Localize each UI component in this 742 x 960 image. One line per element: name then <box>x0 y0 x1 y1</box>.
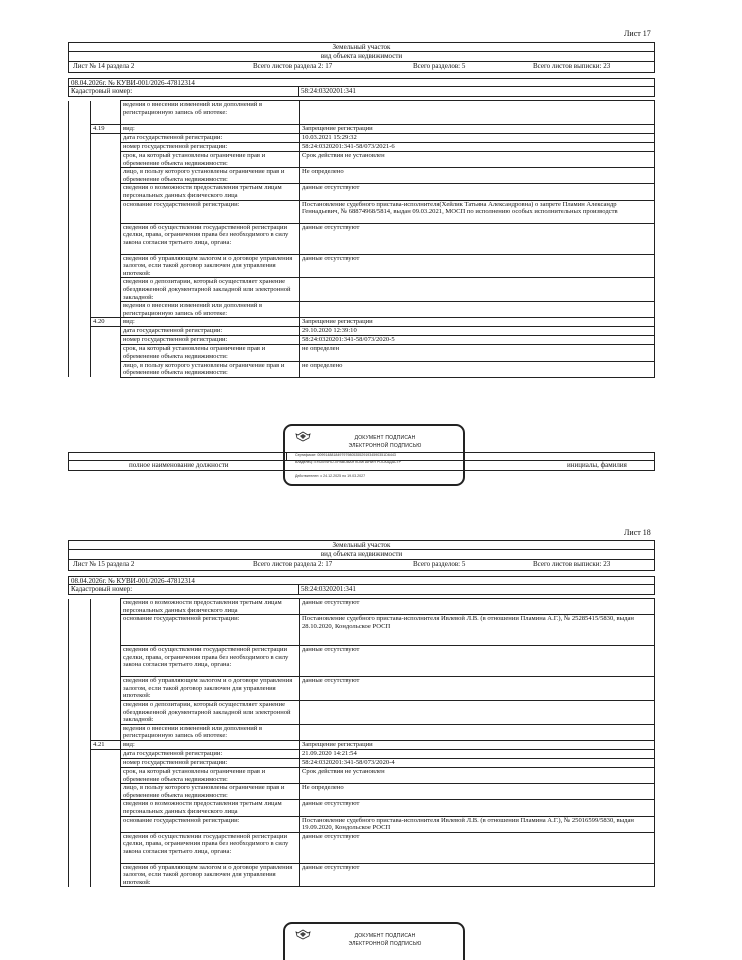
record-number <box>91 724 121 740</box>
field-label: основание государственной регистрации: <box>121 615 300 646</box>
margin-cell <box>69 134 91 143</box>
margin-cell <box>69 832 91 863</box>
sheet-number: Лист 18 <box>624 528 651 537</box>
table-row <box>69 700 655 724</box>
emblem-icon <box>295 431 311 442</box>
record-number <box>91 223 121 254</box>
margin-cell <box>69 125 91 134</box>
field-label: номер государственной регистрации: <box>121 336 300 345</box>
record-number <box>91 361 121 377</box>
stamp-title: ДОКУМЕНТ ПОДПИСАН <box>354 435 416 441</box>
margin-cell <box>69 615 91 646</box>
margin-cell <box>69 740 91 749</box>
field-value: Не определено <box>300 784 655 800</box>
margin-cell <box>69 143 91 152</box>
field-value: 58:24:0320201:341-58/073/2020-4 <box>300 758 655 767</box>
field-label: номер государственной регистрации: <box>121 143 300 152</box>
record-number <box>91 784 121 800</box>
margin-cell <box>69 184 91 200</box>
total-sheets-section: Всего листов раздела 2: 17 <box>253 62 333 70</box>
object-title: Земельный участок <box>69 43 654 52</box>
field-label: вид: <box>121 318 300 327</box>
table-row <box>69 832 655 863</box>
field-value: Запрещение регистрации <box>300 125 655 134</box>
field-label: основание государственной регистрации: <box>121 816 300 832</box>
field-value: 21.09.2020 14:21:54 <box>300 749 655 758</box>
field-label: ведения о внесении изменений или дополнений в регистрационную запись об ипотеке: <box>121 101 300 125</box>
record-number <box>91 758 121 767</box>
record-number <box>91 615 121 646</box>
table-row <box>69 254 655 278</box>
margin-cell <box>69 345 91 361</box>
record-number <box>91 101 121 125</box>
field-label: срок, на который установлены ограничение прав и обременение объекта недвижимости: <box>121 152 300 168</box>
field-value: Постановление судебного пристава-исполнителя Ивлевой Л.В. (в отношении Пламина А.Г.), № 25016599/5830, выдан 19.09.2020, Кондольское РОСП <box>300 816 655 832</box>
stamp-owner: Владелец: ПУБЛИЧНО-ПРАВОВАЯ КОМПАНИЯ РОСКАДАСТР <box>295 460 401 464</box>
object-subtitle: вид объекта недвижимости <box>320 550 403 558</box>
stamp-subtitle: ЭЛЕКТРОННОЙ ПОДПИСЬЮ <box>348 941 422 947</box>
table-row <box>69 134 655 143</box>
stamp-title: ДОКУМЕНТ ПОДПИСАН <box>354 933 416 939</box>
field-label: дата государственной регистрации: <box>121 327 300 336</box>
record-number <box>91 700 121 724</box>
table-row <box>69 152 655 168</box>
cadastral-value: 58:24:0320201:341 <box>301 87 356 95</box>
object-subtitle: вид объекта недвижимости <box>320 52 403 60</box>
margin-cell <box>69 200 91 223</box>
footer-signature-row <box>68 452 655 461</box>
margin-cell <box>69 302 91 318</box>
margin-cell <box>69 700 91 724</box>
record-number <box>91 302 121 318</box>
record-number <box>91 168 121 184</box>
footer-position-label: полное наименование должности <box>129 461 229 469</box>
sheet-of-section: Лист № 15 раздела 2 <box>73 560 135 568</box>
field-value: данные отсутствуют <box>300 599 655 615</box>
field-label: дата государственной регистрации: <box>121 134 300 143</box>
object-header <box>68 42 655 62</box>
table-row <box>69 143 655 152</box>
record-number <box>91 646 121 677</box>
sheet-info-bar <box>68 559 655 571</box>
total-sheets-section: Всего листов раздела 2: 17 <box>253 560 333 568</box>
record-number <box>91 134 121 143</box>
table-row <box>69 749 655 758</box>
field-label: сведения о депозитарии, который осуществляет хранение обездвиженной документарной закладной или электронной закладной: <box>121 700 300 724</box>
field-value: данные отсутствуют <box>300 863 655 887</box>
margin-cell <box>69 168 91 184</box>
cadastral-value: 58:24:0320201:341 <box>301 585 356 593</box>
table-row <box>69 278 655 302</box>
record-number: 4.20 <box>91 318 121 327</box>
margin-cell <box>69 599 91 615</box>
field-value: не определено <box>300 361 655 377</box>
record-number: 4.19 <box>91 125 121 134</box>
total-sheets-extract: Всего листов выписки: 23 <box>533 560 611 568</box>
field-value: Срок действия не установлен <box>300 152 655 168</box>
table-row <box>69 767 655 783</box>
margin-cell <box>69 152 91 168</box>
record-number <box>91 749 121 758</box>
field-value: данные отсутствуют <box>300 184 655 200</box>
table-row <box>69 724 655 740</box>
table-row <box>69 200 655 223</box>
table-row <box>69 599 655 615</box>
record-number <box>91 832 121 863</box>
field-label: сведения о возможности предоставления третьим лицам персональных данных физического лица <box>121 599 300 615</box>
field-label: основание государственной регистрации: <box>121 200 300 223</box>
table-row <box>69 677 655 701</box>
field-label: сведения об осуществлении государственной регистрации сделки, права, ограничения права без необходимого в силу закона согласия третьего лица, органа: <box>121 223 300 254</box>
field-label: сведения об управляющем залогом и о договоре управления залогом, если такой договор заключен для управления ипотекой: <box>121 677 300 701</box>
sheet-of-section: Лист № 14 раздела 2 <box>73 62 135 70</box>
stamp-valid: Действителен: с 24.12.2025 по 19.03.2027 <box>295 474 366 478</box>
field-label: лицо, в пользу которого установлены ограничение прав и обременение объекта недвижимости: <box>121 361 300 377</box>
record-number <box>91 800 121 816</box>
table-row <box>69 168 655 184</box>
field-value: 29.10.2020 12:39:10 <box>300 327 655 336</box>
record-number: 4.21 <box>91 740 121 749</box>
field-value: Не определено <box>300 168 655 184</box>
field-value: 58:24:0320201:341-58/073/2020-5 <box>300 336 655 345</box>
encumbrance-table <box>68 598 655 887</box>
field-value <box>300 278 655 302</box>
object-title: Земельный участок <box>69 541 654 550</box>
field-label: дата государственной регистрации: <box>121 749 300 758</box>
margin-cell <box>69 863 91 887</box>
margin-cell <box>69 724 91 740</box>
table-row <box>69 784 655 800</box>
field-label: номер государственной регистрации: <box>121 758 300 767</box>
field-value: Запрещение регистрации <box>300 318 655 327</box>
field-label: срок, на который установлены ограничение прав и обременение объекта недвижимости: <box>121 345 300 361</box>
margin-cell <box>69 318 91 327</box>
field-value: данные отсутствуют <box>300 646 655 677</box>
table-row <box>69 184 655 200</box>
field-value: данные отсутствуют <box>300 832 655 863</box>
field-value <box>300 302 655 318</box>
margin-cell <box>69 784 91 800</box>
stamp-subtitle: ЭЛЕКТРОННОЙ ПОДПИСЬЮ <box>348 443 422 449</box>
sheet-number: Лист 17 <box>624 29 651 38</box>
record-number <box>91 152 121 168</box>
field-value: данные отсутствуют <box>300 223 655 254</box>
record-number <box>91 345 121 361</box>
field-value: 58:24:0320201:341-58/073/2021-6 <box>300 143 655 152</box>
field-value: Запрещение регистрации <box>300 740 655 749</box>
cadastral-number-row <box>68 585 655 595</box>
table-row <box>69 223 655 254</box>
field-label: лицо, в пользу которого установлены ограничение прав и обременение объекта недвижимости: <box>121 168 300 184</box>
field-value: Постановление судебного пристава-исполнителя Ивлевой Л.В. (в отношении Пламина А.Г.), № 25285415/5830, выдан 28.10.2020, Кондольское РОСП <box>300 615 655 646</box>
margin-cell <box>69 278 91 302</box>
field-label: сведения об управляющем залогом и о договоре управления залогом, если такой договор заключен для управления ипотекой: <box>121 863 300 887</box>
field-label: сведения о возможности предоставления третьим лицам персональных данных физического лица <box>121 184 300 200</box>
extract-date-number: 08.04.2026г. № КУВИ-001/2026-47812314 <box>68 576 655 585</box>
field-label: сведения о депозитарии, который осуществляет хранение обездвиженной документарной закладной или электронной закладной: <box>121 278 300 302</box>
margin-cell <box>69 361 91 377</box>
field-value <box>300 724 655 740</box>
record-number <box>91 327 121 336</box>
field-value <box>300 700 655 724</box>
margin-cell <box>69 749 91 758</box>
table-row <box>69 615 655 646</box>
sheet-info-bar <box>68 61 655 73</box>
cadastral-label: Кадастровый номер: <box>69 585 299 594</box>
table-row <box>69 361 655 377</box>
total-sections: Всего разделов: 5 <box>413 62 466 70</box>
stamp-certificate: Сертификат: 0099148818497979805355291934590351D6443 <box>295 453 396 457</box>
field-value <box>300 101 655 125</box>
margin-cell <box>69 646 91 677</box>
table-row <box>69 646 655 677</box>
field-value: данные отсутствуют <box>300 800 655 816</box>
field-label: ведения о внесении изменений или дополнений в регистрационную запись об ипотеке: <box>121 724 300 740</box>
table-row <box>69 302 655 318</box>
field-value: 10.03.2021 15:29:32 <box>300 134 655 143</box>
table-row <box>69 318 655 327</box>
record-number <box>91 278 121 302</box>
record-number <box>91 254 121 278</box>
field-value: Срок действия не установлен <box>300 767 655 783</box>
margin-cell <box>69 677 91 701</box>
total-sheets-extract: Всего листов выписки: 23 <box>533 62 611 70</box>
field-label: вид: <box>121 740 300 749</box>
encumbrance-table <box>68 100 655 378</box>
record-number <box>91 200 121 223</box>
margin-cell <box>69 767 91 783</box>
field-label: сведения об осуществлении государственной регистрации сделки, права, ограничения права без необходимого в силу закона согласия третьего лица, органа: <box>121 832 300 863</box>
field-label: ведения о внесении изменений или дополнений в регистрационную запись об ипотеке: <box>121 302 300 318</box>
margin-cell <box>69 758 91 767</box>
field-label: сведения о возможности предоставления третьим лицам персональных данных физического лица <box>121 800 300 816</box>
table-row <box>69 758 655 767</box>
field-label: вид: <box>121 125 300 134</box>
field-label: лицо, в пользу которого установлены ограничение прав и обременение объекта недвижимости: <box>121 784 300 800</box>
field-label: сведения об управляющем залогом и о договоре управления залогом, если такой договор заключен для управления ипотекой: <box>121 254 300 278</box>
field-label: сведения об осуществлении государственной регистрации сделки, права, ограничения права без необходимого в силу закона согласия третьего лица, органа: <box>121 646 300 677</box>
table-row <box>69 336 655 345</box>
record-number <box>91 863 121 887</box>
margin-cell <box>69 327 91 336</box>
margin-cell <box>69 336 91 345</box>
e-signature-stamp <box>283 922 465 960</box>
table-row <box>69 327 655 336</box>
table-row <box>69 816 655 832</box>
footer-name-label: инициалы, фамилия <box>567 461 627 469</box>
record-number <box>91 336 121 345</box>
margin-cell <box>69 800 91 816</box>
total-sections: Всего разделов: 5 <box>413 560 466 568</box>
margin-cell <box>69 254 91 278</box>
margin-cell <box>69 101 91 125</box>
record-number <box>91 816 121 832</box>
table-row <box>69 125 655 134</box>
field-label: срок, на который установлены ограничение прав и обременение объекта недвижимости: <box>121 767 300 783</box>
table-row <box>69 800 655 816</box>
emblem-icon <box>295 929 311 940</box>
record-number <box>91 677 121 701</box>
field-value: не определен <box>300 345 655 361</box>
margin-cell <box>69 223 91 254</box>
extract-date-number: 08.04.2026г. № КУВИ-001/2026-47812314 <box>68 78 655 87</box>
record-number <box>91 184 121 200</box>
table-row <box>69 863 655 887</box>
record-number <box>91 143 121 152</box>
cadastral-label: Кадастровый номер: <box>69 87 299 96</box>
field-value: Постановление судебного пристава-исполнителя(Хейлик Татьяна Александровна) о запрете Пламин Александр Геннадьевич, № 68874968/5814, выдан 09.03.2021, МОСП по исполнению особых исполнительных производств <box>300 200 655 223</box>
footer-caption-row <box>68 461 655 471</box>
table-row <box>69 101 655 125</box>
field-value: данные отсутствуют <box>300 677 655 701</box>
record-number <box>91 767 121 783</box>
record-number <box>91 599 121 615</box>
cadastral-number-row <box>68 87 655 97</box>
field-value: данные отсутствуют <box>300 254 655 278</box>
object-header <box>68 540 655 560</box>
table-row <box>69 345 655 361</box>
table-row <box>69 740 655 749</box>
margin-cell <box>69 816 91 832</box>
